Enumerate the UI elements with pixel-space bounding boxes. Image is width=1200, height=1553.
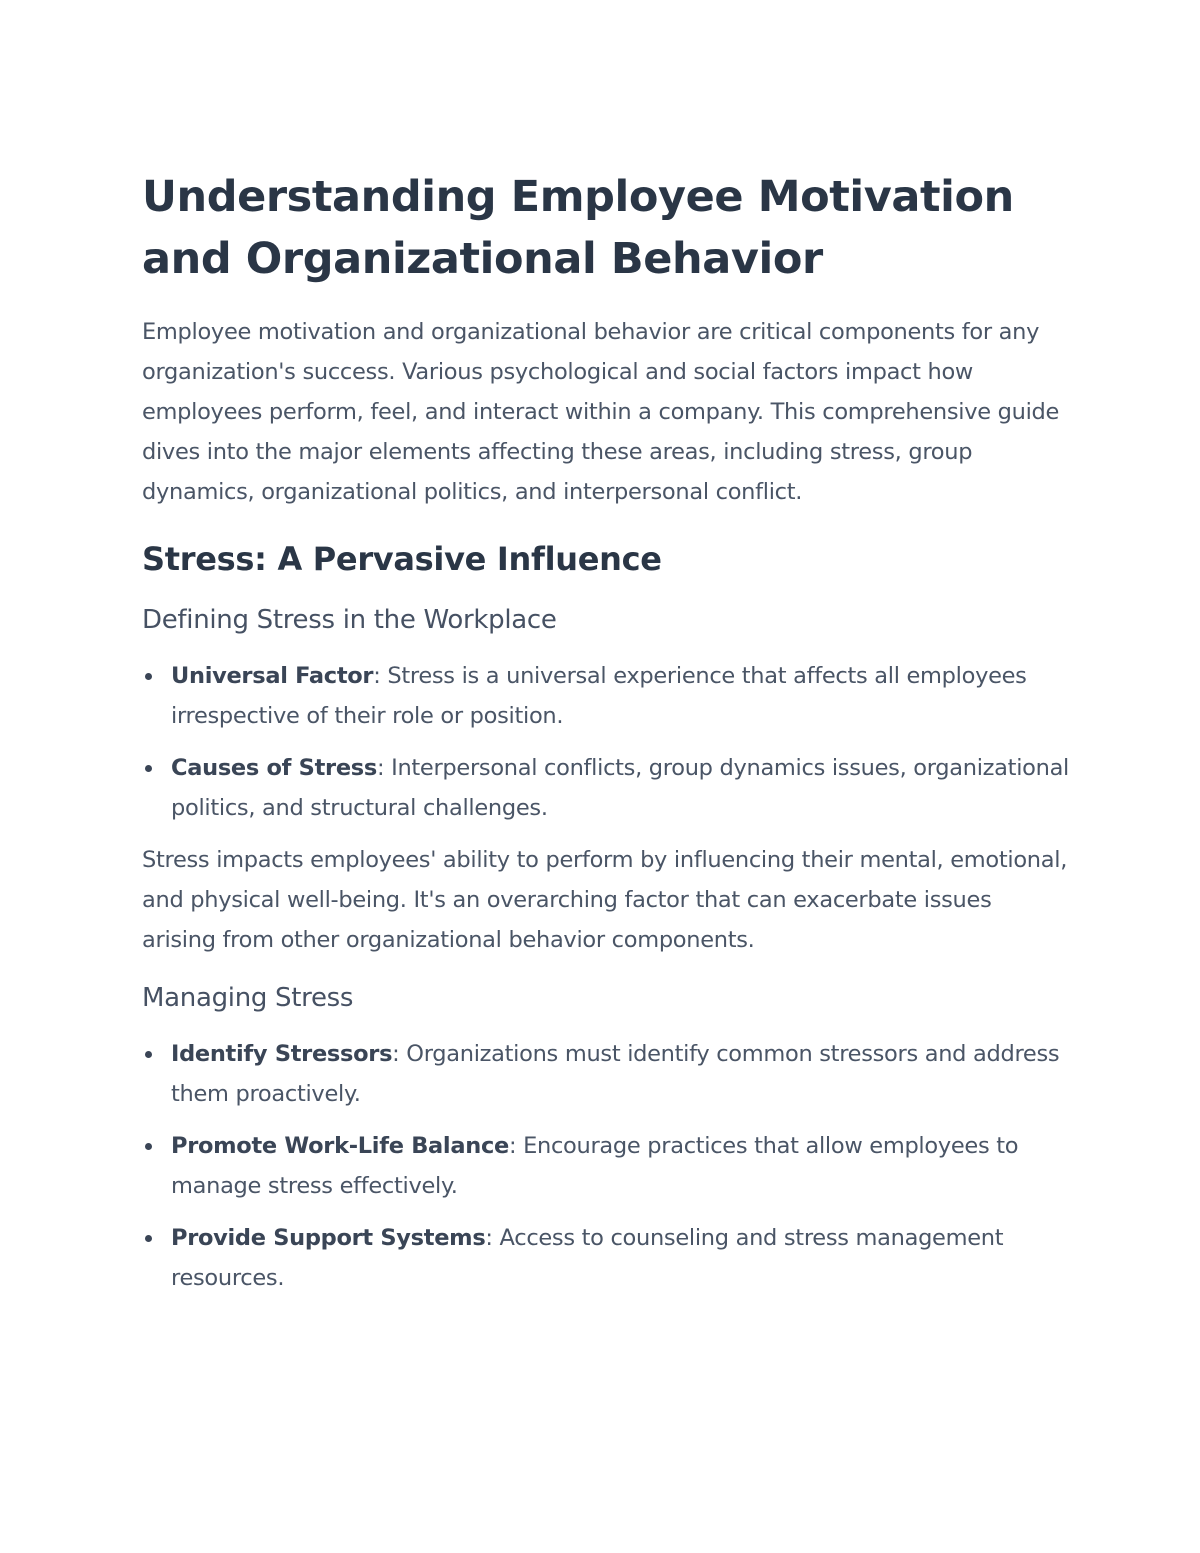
list-item bbox=[142, 1218, 1072, 1298]
stress-impact-paragraph: Stress impacts employees' ability to perform by influencing their mental, emotional, and physical well-being. It's an overarching factor that can exacerbate issues arising from other organizational behavior components. bbox=[142, 847, 1068, 953]
subsection-heading-defining-stress: Defining Stress in the Workplace bbox=[142, 605, 557, 635]
bullet-text: : Stress is a universal experience that affects all employees irrespective of their role or position. bbox=[171, 663, 1027, 729]
list-item bbox=[142, 656, 1072, 736]
bullet-dot-icon bbox=[145, 673, 152, 680]
bullet-dot-icon bbox=[145, 1143, 152, 1150]
bullet-dot-icon bbox=[145, 765, 152, 772]
section-heading-stress: Stress: A Pervasive Influence bbox=[142, 540, 662, 578]
bullet-term: Universal Factor bbox=[171, 663, 374, 689]
bullet-text: : Interpersonal conflicts, group dynamics issues, organizational politics, and structural challenges. bbox=[171, 755, 1070, 821]
intro-paragraph: Employee motivation and organizational behavior are critical components for any organization's success. Various psychological and social factors impact how employees perform, feel, and interact within a company. This comprehensive guide dives into the major elements affecting these areas, including stress, group dynamics, organizational politics, and interpersonal conflict. bbox=[142, 319, 1060, 505]
list-item bbox=[142, 748, 1072, 828]
bullet-dot-icon bbox=[145, 1051, 152, 1058]
document-title: Understanding Employee Motivation and Organizational Behavior bbox=[142, 172, 1014, 284]
bullet-text: : Organizations must identify common stressors and address them proactively. bbox=[171, 1041, 1060, 1107]
bullet-term: Identify Stressors bbox=[171, 1041, 393, 1067]
subsection-heading-managing-stress: Managing Stress bbox=[142, 983, 354, 1013]
bullet-term: Causes of Stress bbox=[171, 755, 377, 781]
bullet-list-defining-stress bbox=[142, 656, 1072, 828]
list-item bbox=[142, 1034, 1072, 1114]
bullet-text: : Encourage practices that allow employees to manage stress effectively. bbox=[171, 1133, 1019, 1199]
list-item bbox=[142, 1126, 1072, 1206]
document-page bbox=[142, 166, 1072, 1310]
bullet-dot-icon bbox=[145, 1235, 152, 1242]
bullet-list-managing-stress bbox=[142, 1034, 1072, 1298]
bullet-text: : Access to counseling and stress management resources. bbox=[171, 1225, 1004, 1291]
bullet-term: Promote Work-Life Balance bbox=[171, 1133, 509, 1159]
bullet-term: Provide Support Systems bbox=[171, 1225, 486, 1251]
